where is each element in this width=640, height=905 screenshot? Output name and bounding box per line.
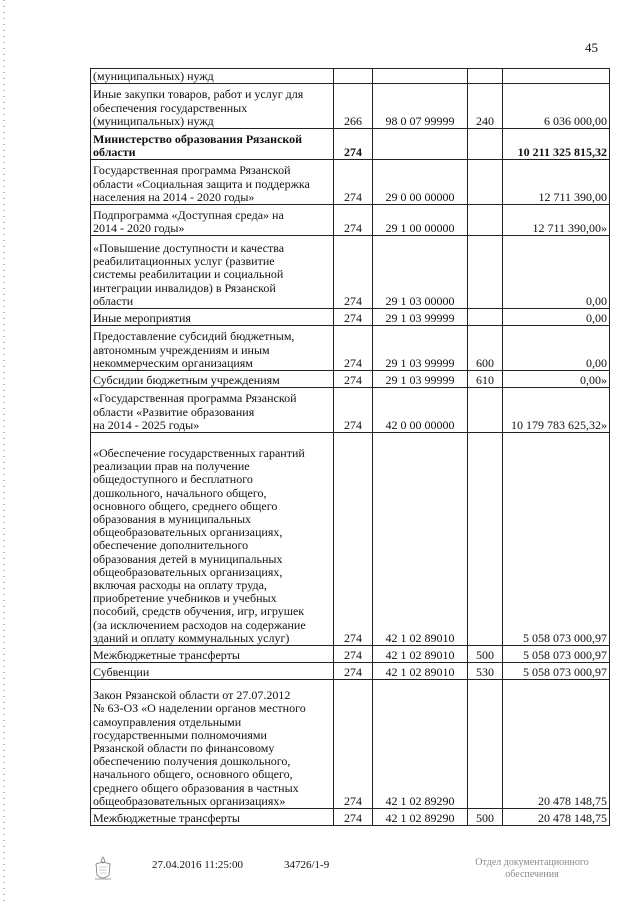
row-target-article-cell: 42 1 02 89290 [373, 809, 468, 826]
row-sum-cell: 0,00» [503, 371, 610, 388]
page-footer [0, 855, 640, 895]
row-target-article-cell: 29 1 03 00000 [373, 236, 468, 309]
table-row [91, 205, 610, 236]
row-name-cell: Предоставление субсидий бюджетным, автономным учреждениям и иным некоммерческим организациям [91, 326, 334, 371]
row-expense-type-cell [468, 160, 503, 205]
row-expense-type-cell: 530 [468, 663, 503, 680]
scan-margin-dots [3, 0, 5, 905]
budget-table-body [91, 69, 610, 826]
row-expense-type-cell: 500 [468, 646, 503, 663]
row-name-cell: (муниципальных) нужд [91, 69, 334, 84]
table-row [91, 388, 610, 433]
table-row [91, 371, 610, 388]
row-name-cell: Межбюджетные трансферты [91, 809, 334, 826]
row-expense-type-cell [468, 69, 503, 84]
row-target-article-cell: 29 0 00 00000 [373, 160, 468, 205]
row-target-article-cell: 42 1 02 89010 [373, 663, 468, 680]
row-expense-type-cell [468, 205, 503, 236]
row-sum-cell [503, 69, 610, 84]
budget-table [90, 68, 610, 826]
row-name-cell: Субвенции [91, 663, 334, 680]
row-sum-cell: 0,00 [503, 236, 610, 309]
row-sum-cell: 5 058 073 000,97 [503, 433, 610, 646]
row-sum-cell: 6 036 000,00 [503, 84, 610, 129]
table-row [91, 680, 610, 809]
table-row [91, 809, 610, 826]
row-name-cell: Закон Рязанской области от 27.07.2012 № 63-ОЗ «О наделении органов местного самоуправления отдельными государственными полномочиями Рязанской области по финансовому обеспечению получения дошкольного, начального общего, основного общего, среднего общего образования в частных общеобразовательных организациях» [91, 680, 334, 809]
footer-timestamp: 27.04.2016 11:25:00 [152, 859, 243, 871]
row-sum-cell: 20 478 148,75 [503, 680, 610, 809]
footer-department-stamp: Отдел документационного обеспечения [475, 857, 589, 880]
row-name-cell: Государственная программа Рязанской области «Социальная защита и поддержка населения на 2014 - 2020 годы» [91, 160, 334, 205]
row-expense-type-cell [468, 433, 503, 646]
row-target-article-cell: 29 1 03 99999 [373, 371, 468, 388]
row-sum-cell: 12 711 390,00» [503, 205, 610, 236]
row-name-cell: Межбюджетные трансферты [91, 646, 334, 663]
row-sum-cell: 5 058 073 000,97 [503, 663, 610, 680]
row-sum-cell: 5 058 073 000,97 [503, 646, 610, 663]
row-expense-type-cell [468, 680, 503, 809]
row-ministry-code-cell: 274 [334, 680, 373, 809]
row-name-cell: Подпрограмма «Доступная среда» на 2014 - 2020 годы» [91, 205, 334, 236]
row-target-article-cell: 42 1 02 89010 [373, 433, 468, 646]
row-ministry-code-cell: 274 [334, 371, 373, 388]
table-row [91, 326, 610, 371]
row-ministry-code-cell: 274 [334, 160, 373, 205]
row-target-article-cell: 42 1 02 89290 [373, 680, 468, 809]
row-target-article-cell: 98 0 07 99999 [373, 84, 468, 129]
table-row [91, 646, 610, 663]
row-expense-type-cell: 240 [468, 84, 503, 129]
table-row [91, 309, 610, 326]
table-row [91, 129, 610, 160]
footer-doc-number: 34726/1-9 [284, 859, 330, 871]
row-target-article-cell [373, 69, 468, 84]
row-name-cell: «Обеспечение государственных гарантий реализации прав на получение общедоступного и бесплатного дошкольного, начального общего, основного общего, среднего общего образования в муниципальных общеобразовательных организациях, обеспечение дополнительного образования детей в муниципальных общеобразовательных организациях, включая расходы на оплату труда, приобретение учебников и учебных пособий, средств обучения, игр, игрушек (за исключением расходов на содержание зданий и оплату коммунальных услуг) [91, 433, 334, 646]
row-target-article-cell [373, 129, 468, 160]
page-number: 45 [585, 40, 598, 55]
table-row [91, 663, 610, 680]
row-ministry-code-cell: 274 [334, 236, 373, 309]
row-target-article-cell: 29 1 00 00000 [373, 205, 468, 236]
row-ministry-code-cell [334, 69, 373, 84]
row-sum-cell: 0,00 [503, 309, 610, 326]
row-expense-type-cell [468, 129, 503, 160]
table-row [91, 69, 610, 84]
row-sum-cell: 10 179 783 625,32» [503, 388, 610, 433]
row-ministry-code-cell: 274 [334, 205, 373, 236]
row-target-article-cell: 42 0 00 00000 [373, 388, 468, 433]
coat-of-arms-icon [92, 855, 114, 883]
row-ministry-code-cell: 274 [334, 809, 373, 826]
row-ministry-code-cell: 274 [334, 309, 373, 326]
table-row [91, 160, 610, 205]
row-expense-type-cell [468, 309, 503, 326]
table-row [91, 433, 610, 646]
table-row [91, 84, 610, 129]
row-target-article-cell: 29 1 03 99999 [373, 309, 468, 326]
row-sum-cell: 12 711 390,00 [503, 160, 610, 205]
row-name-cell: «Повышение доступности и качества реабилитационных услуг (развитие системы реабилитации и социальной интеграции инвалидов) в Рязанской области [91, 236, 334, 309]
row-ministry-code-cell: 274 [334, 646, 373, 663]
row-expense-type-cell: 500 [468, 809, 503, 826]
row-target-article-cell: 29 1 03 99999 [373, 326, 468, 371]
row-name-cell: Субсидии бюджетным учреждениям [91, 371, 334, 388]
row-name-cell: Иные закупки товаров, работ и услуг для обеспечения государственных (муниципальных) нужд [91, 84, 334, 129]
row-sum-cell: 0,00 [503, 326, 610, 371]
row-name-cell: «Государственная программа Рязанской области «Развитие образования на 2014 - 2025 годы» [91, 388, 334, 433]
row-expense-type-cell: 610 [468, 371, 503, 388]
row-ministry-code-cell: 274 [334, 388, 373, 433]
row-name-cell: Иные мероприятия [91, 309, 334, 326]
table-row [91, 236, 610, 309]
row-sum-cell: 20 478 148,75 [503, 809, 610, 826]
row-expense-type-cell [468, 236, 503, 309]
row-ministry-code-cell: 274 [334, 129, 373, 160]
row-name-cell: Министерство образования Рязанской области [91, 129, 334, 160]
row-expense-type-cell [468, 388, 503, 433]
row-ministry-code-cell: 274 [334, 663, 373, 680]
row-ministry-code-cell: 274 [334, 326, 373, 371]
row-target-article-cell: 42 1 02 89010 [373, 646, 468, 663]
row-expense-type-cell: 600 [468, 326, 503, 371]
row-ministry-code-cell: 274 [334, 433, 373, 646]
row-ministry-code-cell: 266 [334, 84, 373, 129]
row-sum-cell: 10 211 325 815,32 [503, 129, 610, 160]
